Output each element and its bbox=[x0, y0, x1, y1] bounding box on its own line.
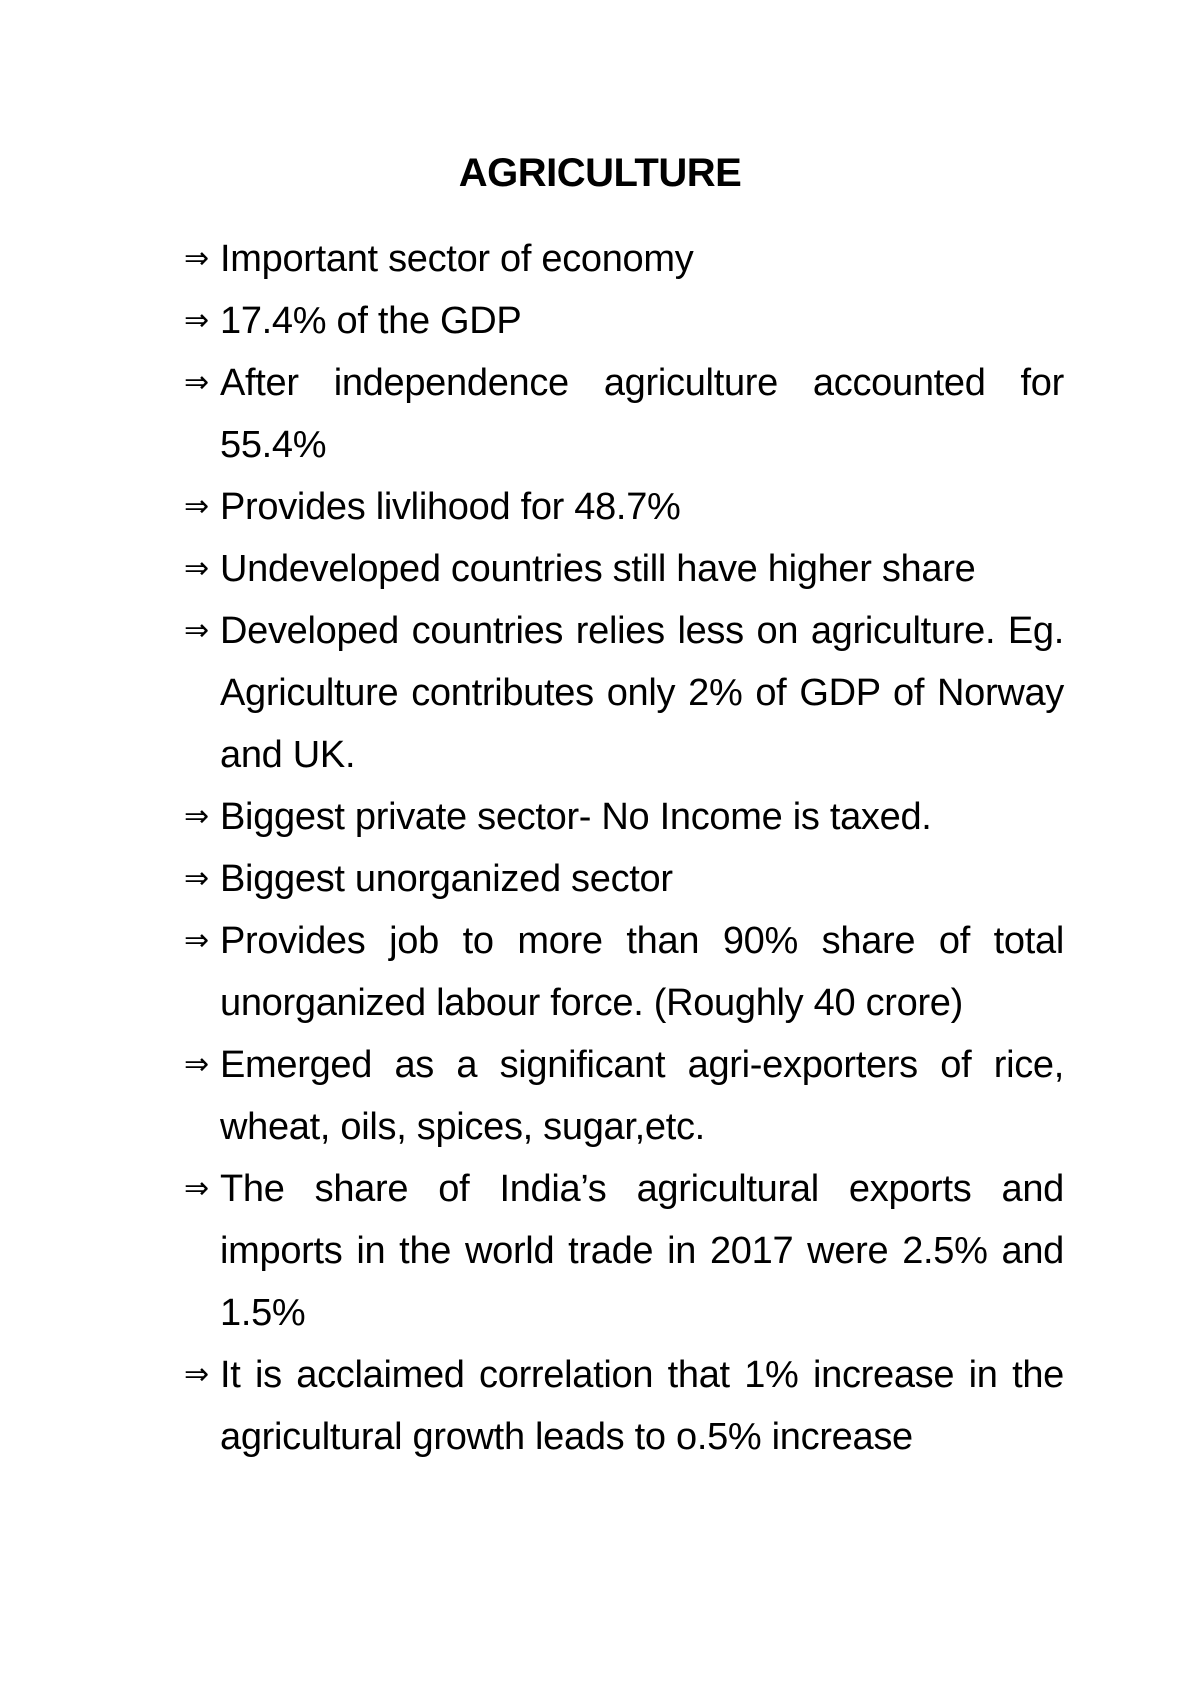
list-item bbox=[184, 786, 1064, 848]
double-arrow-icon: ⇒ bbox=[184, 489, 209, 524]
list-item bbox=[184, 848, 1064, 910]
list-item bbox=[184, 1034, 1064, 1158]
list-item bbox=[184, 1158, 1064, 1344]
list-item-text: The share of India’s agricultural exports and imports in the world trade in 2017 were 2.5% and 1.5% bbox=[220, 1168, 1064, 1334]
list-item bbox=[184, 352, 1064, 476]
double-arrow-icon: ⇒ bbox=[184, 799, 209, 834]
double-arrow-icon: ⇒ bbox=[184, 1171, 209, 1206]
bullet-list bbox=[184, 228, 1064, 1468]
list-item-text: Biggest private sector- No Income is taxed. bbox=[220, 796, 932, 838]
list-item-text: After independence agriculture accounted for 55.4% bbox=[220, 362, 1064, 466]
double-arrow-icon: ⇒ bbox=[184, 923, 209, 958]
list-item-text: Emerged as a significant agri-exporters of rice, wheat, oils, spices, sugar,etc. bbox=[220, 1044, 1064, 1148]
list-item-text: Undeveloped countries still have higher share bbox=[220, 548, 976, 590]
list-item bbox=[184, 538, 1064, 600]
list-item-text: Provides job to more than 90% share of total unorganized labour force. (Roughly 40 crore) bbox=[220, 920, 1064, 1024]
double-arrow-icon: ⇒ bbox=[184, 1357, 209, 1392]
page-title: AGRICULTURE bbox=[458, 151, 742, 195]
list-item bbox=[184, 910, 1064, 1034]
double-arrow-icon: ⇒ bbox=[184, 861, 209, 896]
list-item bbox=[184, 476, 1064, 538]
list-item-text: Important sector of economy bbox=[220, 238, 694, 280]
list-item bbox=[184, 290, 1064, 352]
list-item bbox=[184, 228, 1064, 290]
double-arrow-icon: ⇒ bbox=[184, 241, 209, 276]
list-item-text: Developed countries relies less on agriculture. Eg. Agriculture contributes only 2% of GDP of Norway and UK. bbox=[220, 610, 1064, 776]
double-arrow-icon: ⇒ bbox=[184, 303, 209, 338]
double-arrow-icon: ⇒ bbox=[184, 613, 209, 648]
list-item-text: Biggest unorganized sector bbox=[220, 858, 673, 900]
double-arrow-icon: ⇒ bbox=[184, 1047, 209, 1082]
list-item-text: It is acclaimed correlation that 1% increase in the agricultural growth leads to o.5% increase bbox=[220, 1354, 1064, 1458]
list-item-text: Provides livlihood for 48.7% bbox=[220, 486, 681, 528]
double-arrow-icon: ⇒ bbox=[184, 365, 209, 400]
double-arrow-icon: ⇒ bbox=[184, 551, 209, 586]
list-item-text: 17.4% of the GDP bbox=[220, 300, 522, 342]
list-item bbox=[184, 1344, 1064, 1468]
list-item bbox=[184, 600, 1064, 786]
